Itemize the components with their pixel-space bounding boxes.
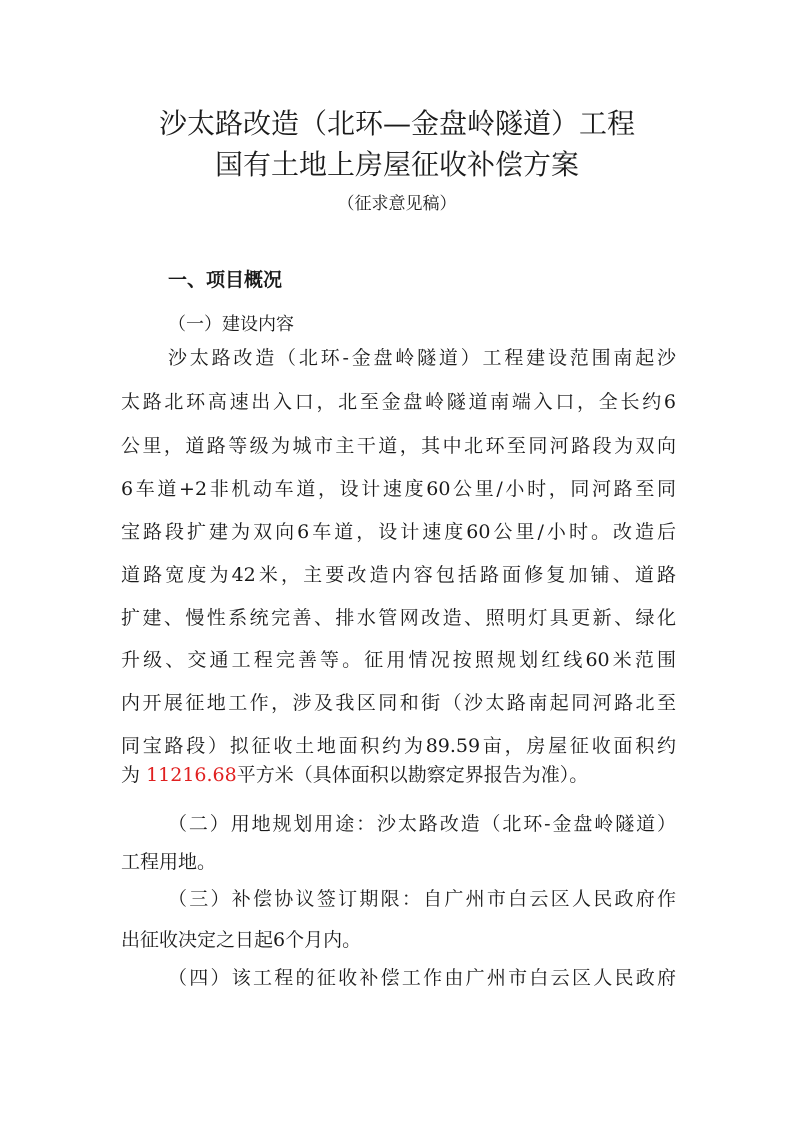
paragraph-1-line-3: 公里，道路等级为城市主干道，其中北环至同河路段为双向 xyxy=(121,435,676,457)
paragraph-1-line-4: 6车道+2非机动车道，设计速度60公里/小时，同河路至同 xyxy=(121,478,676,500)
paragraph-1-last-prefix: 为 xyxy=(121,764,141,786)
paragraph-2-line-2: 工程用地。 xyxy=(121,851,217,873)
paragraph-1-line-10: 同宝路段）拟征收土地面积约为89.59亩，房屋征收面积约 xyxy=(121,735,676,757)
document-title-line-2: 国有土地上房屋征收补偿方案 xyxy=(214,148,579,181)
paragraph-3-line-1: （三）补偿协议签订期限：自广州市白云区人民政府作 xyxy=(168,888,676,910)
section-heading-project-overview: 一、项目概况 xyxy=(168,269,283,291)
paragraph-1-line-5: 宝路段扩建为双向6车道，设计速度60公里/小时。改造后 xyxy=(121,521,676,543)
paragraph-1-line-1: 沙太路改造（北环-金盘岭隧道）工程建设范围南起沙 xyxy=(168,347,676,369)
paragraph-1-line-11 xyxy=(121,763,676,788)
document-subtitle: （征求意见稿） xyxy=(337,194,457,214)
paragraph-1-line-7: 扩建、慢性系统完善、排水管网改造、照明灯具更新、绿化 xyxy=(121,607,676,629)
paragraph-1-line-9: 内开展征地工作，涉及我区同和街（沙太路南起同河路北至 xyxy=(121,692,676,714)
paragraph-1-line-2: 太路北环高速出入口，北至金盘岭隧道南端入口，全长约6 xyxy=(121,391,676,413)
house-area-highlight: 11216.68 xyxy=(146,764,237,786)
paragraph-2-line-1: （二）用地规划用途：沙太路改造（北环-金盘岭隧道） xyxy=(168,813,676,835)
paragraph-3-line-2: 出征收决定之日起6个月内。 xyxy=(121,929,362,951)
document-title-line-1: 沙太路改造（北环—金盘岭隧道）工程 xyxy=(158,107,635,140)
paragraph-4-line-1: （四）该工程的征收补偿工作由广州市白云区人民政府 xyxy=(168,967,676,989)
paragraph-1-line-8: 升级、交通工程完善等。征用情况按照规划红线60米范围 xyxy=(121,649,676,671)
paragraph-1-last-suffix: 平方米（具体面积以勘察定界报告为准）。 xyxy=(236,764,589,786)
subsection-heading-construction-content: （一）建设内容 xyxy=(168,314,294,335)
paragraph-1-line-6: 道路宽度为42米，主要改造内容包括路面修复加铺、道路 xyxy=(121,564,676,586)
